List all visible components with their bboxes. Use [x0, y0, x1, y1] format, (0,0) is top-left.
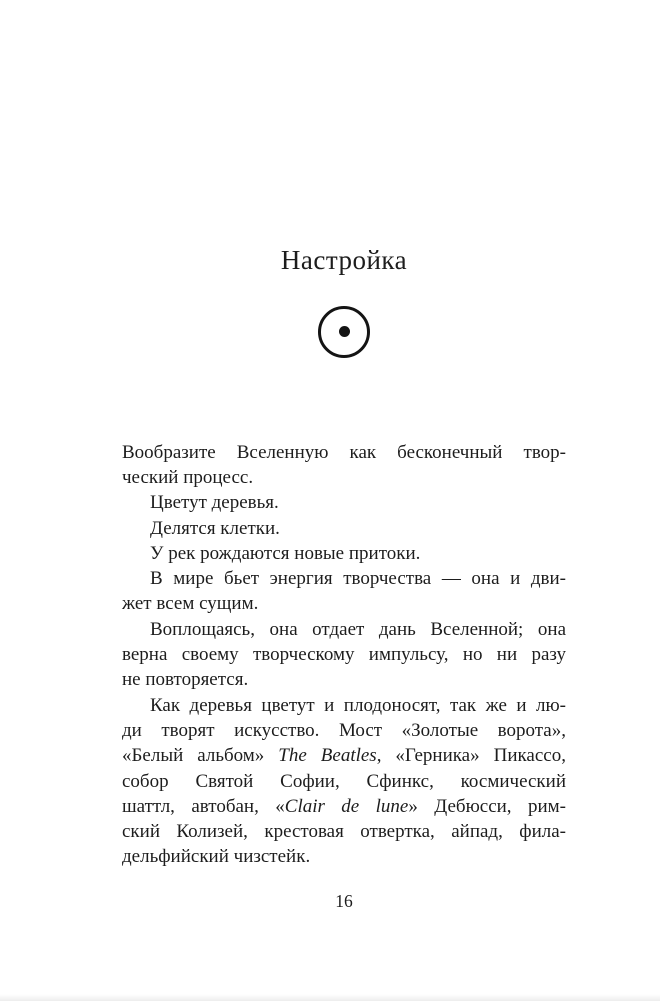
text-segment: ческий процесс. [122, 466, 254, 488]
text-line [122, 465, 566, 490]
text-segment: собор Святой Софии, Сфинкс, космический [122, 770, 566, 792]
text-segment: Делятся клетки. [150, 517, 280, 539]
text-line [122, 844, 566, 869]
text-segment: В мире бьет энергия творчества — она и дви- [150, 568, 566, 590]
text-segment: Вообразите Вселенную как бесконечный твор- [122, 441, 566, 463]
text-line [122, 642, 566, 667]
text-segment: ский Колизей, крестовая отвертка, айпад, фила- [122, 821, 566, 843]
text-line [122, 718, 566, 743]
page-content [122, 0, 566, 912]
text-line [122, 490, 566, 515]
chapter-ornament [122, 306, 566, 358]
text-line [122, 819, 566, 844]
text-line [122, 566, 566, 591]
text-segment: «Белый альбом» [122, 745, 279, 767]
paragraph [122, 617, 566, 693]
paragraph [122, 490, 566, 515]
text-segment: ди творят искусство. Мост «Золотые ворота», [122, 719, 566, 741]
text-line [122, 794, 566, 819]
text-line [122, 591, 566, 616]
page-number: 16 [335, 890, 353, 911]
chapter-title: Настройка [280, 245, 408, 275]
text-segment: верна своему творческому импульсу, но ни разу [122, 644, 566, 666]
circled-dot-center [339, 326, 350, 337]
text-line [122, 617, 566, 642]
text-segment: дельфийский чизстейк. [122, 846, 311, 868]
text-line [122, 440, 566, 465]
paragraph [122, 566, 566, 617]
text-line [122, 667, 566, 692]
text-line [122, 516, 566, 541]
text-segment: Как деревья цветут и плодоносят, так же и лю- [150, 694, 566, 716]
circled-dot-icon [318, 306, 370, 358]
text-segment: не повторяется. [122, 669, 249, 691]
paragraph [122, 440, 566, 491]
text-segment: У рек рождаются новые притоки. [150, 542, 421, 564]
text-segment: жет всем сущим. [122, 593, 259, 615]
paragraph [122, 516, 566, 541]
text-line [122, 769, 566, 794]
body-text [122, 440, 566, 870]
text-segment: Воплощаясь, она отдает дань Вселенной; она [150, 618, 566, 640]
italic-text-segment: The Beatles [278, 745, 377, 767]
text-line [122, 541, 566, 566]
paragraph [122, 693, 566, 870]
text-segment: » Дебюсси, рим- [408, 795, 566, 817]
text-line [122, 743, 566, 768]
text-segment: , «Герника» Пикассо, [376, 745, 566, 767]
italic-text-segment: Clair de lune [284, 795, 409, 817]
page-bottom-shadow [0, 994, 660, 1001]
text-line [122, 693, 566, 718]
text-segment: Цветут деревья. [150, 492, 279, 514]
text-segment: шаттл, автобан, « [122, 795, 285, 817]
paragraph [122, 541, 566, 566]
